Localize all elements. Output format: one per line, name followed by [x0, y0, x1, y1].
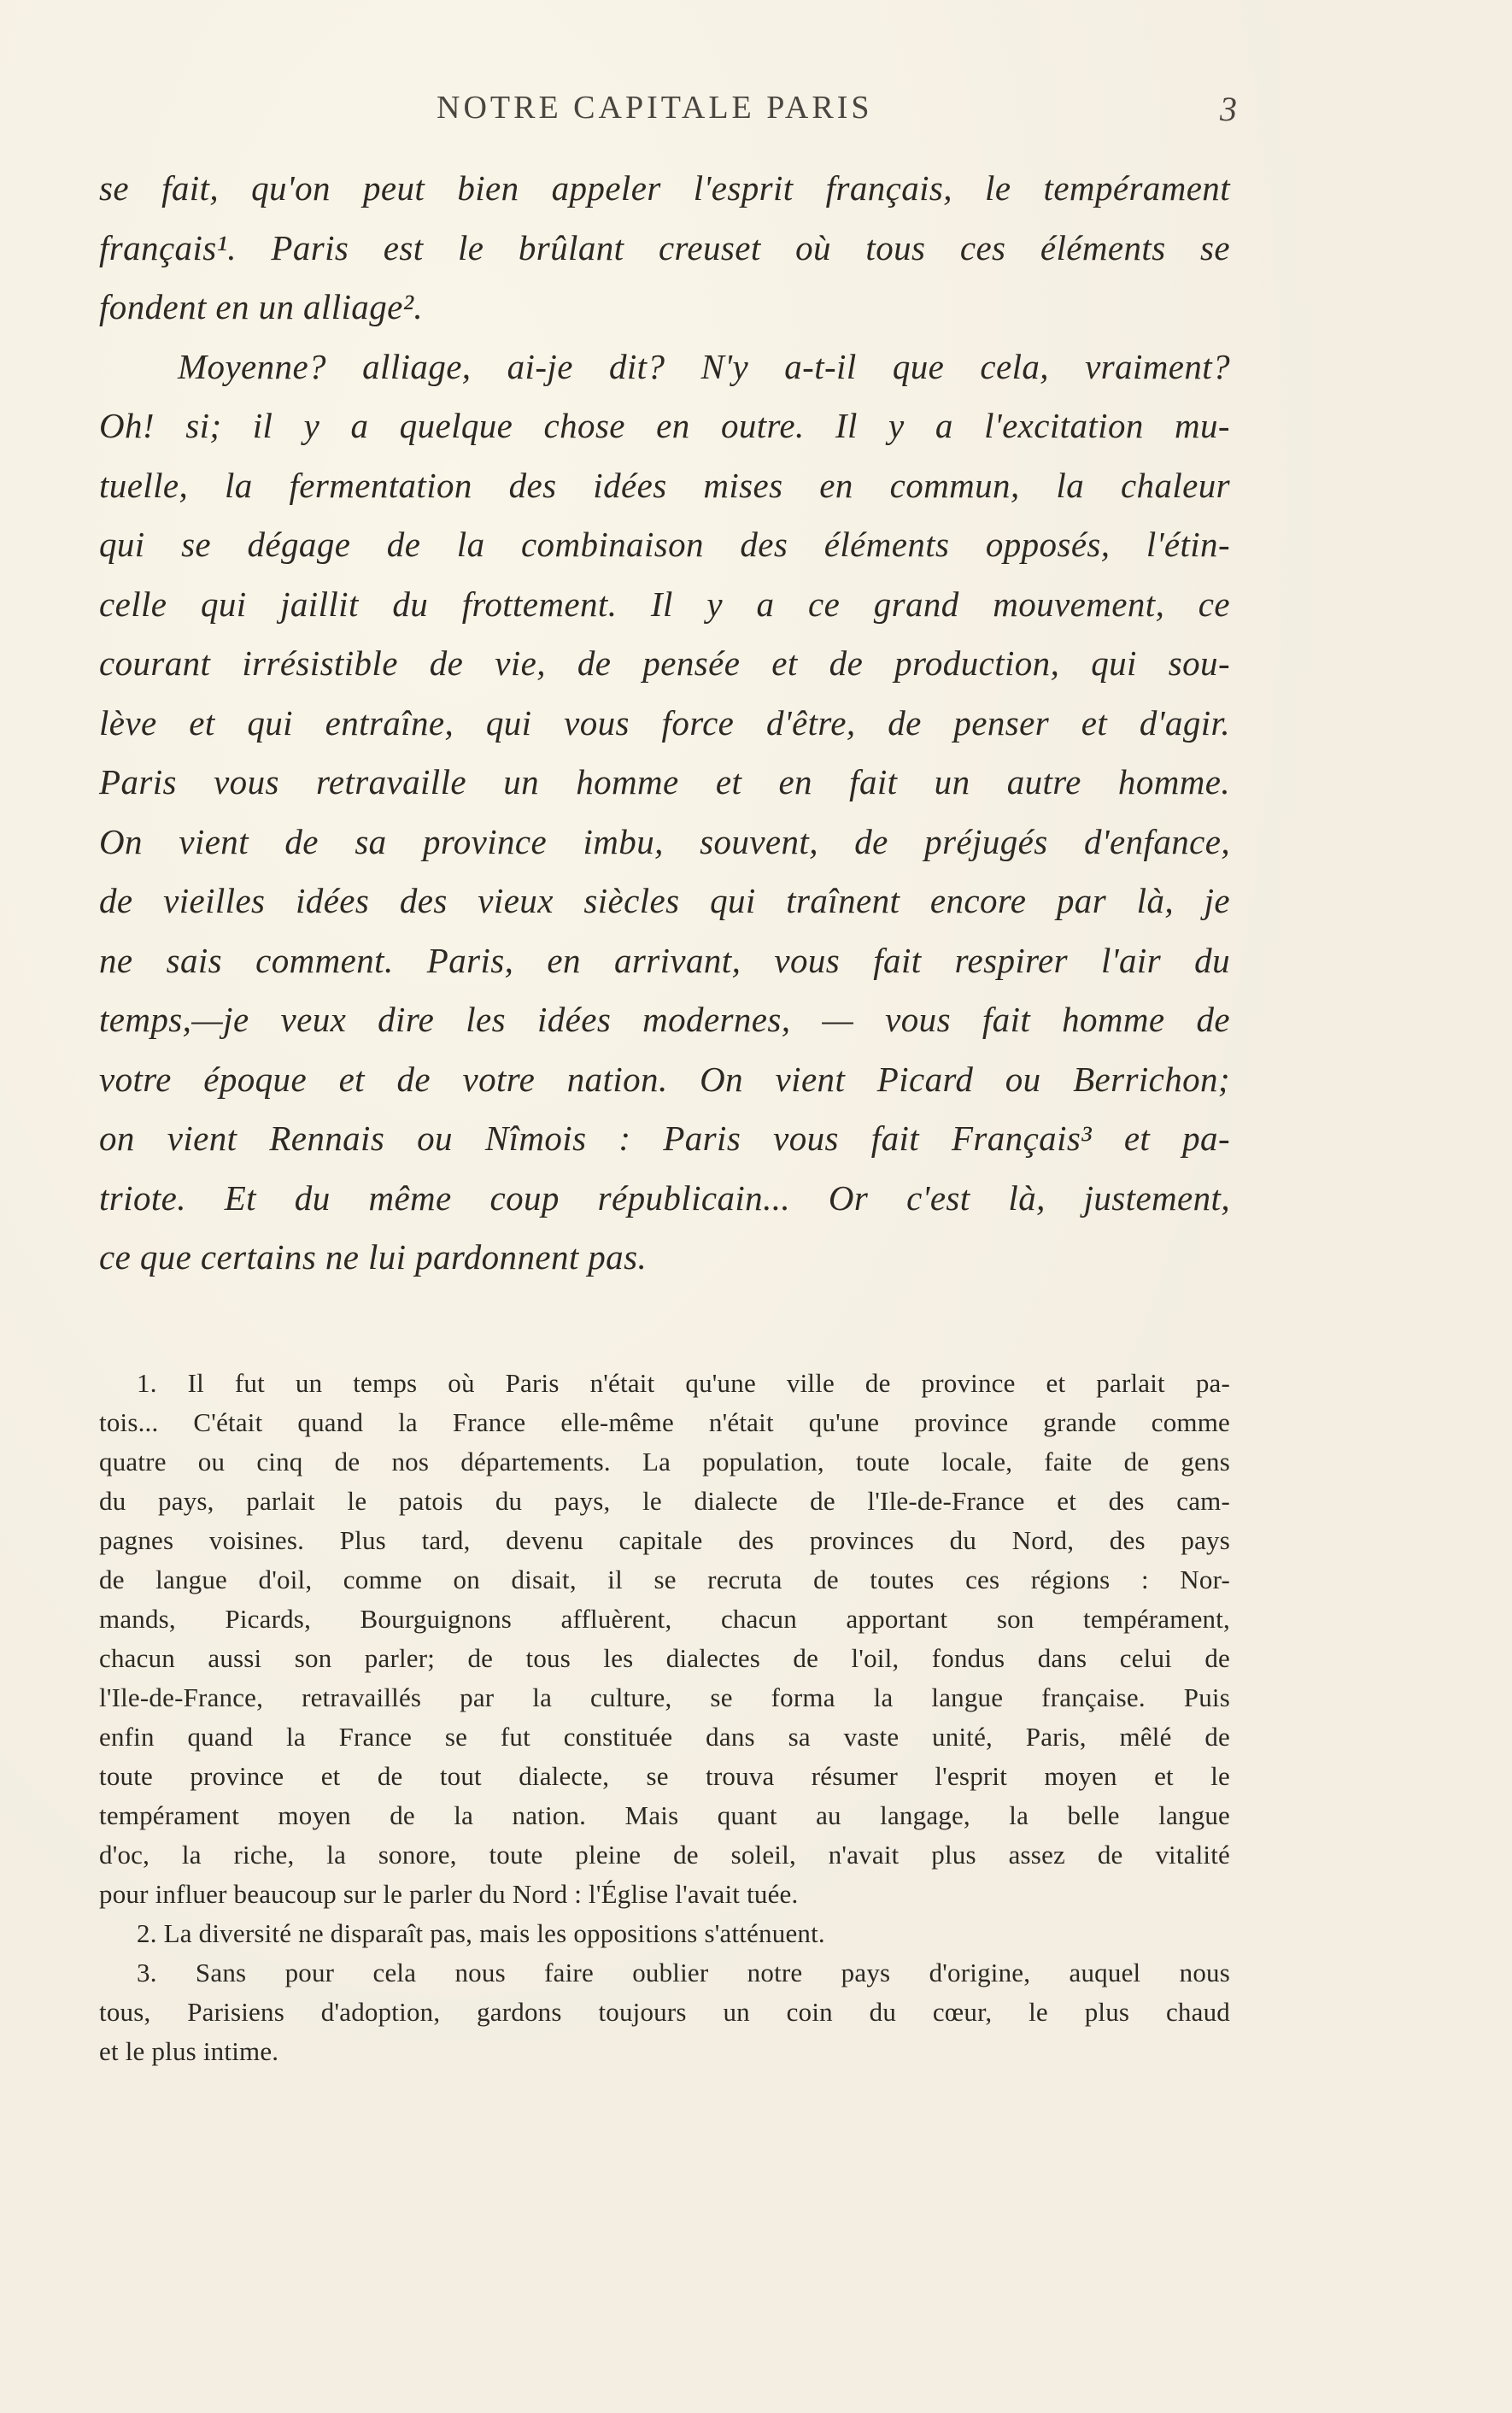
footnote-line: 1. Il fut un temps où Paris n'était qu'une ville de province et parlait pa-	[137, 1368, 1230, 1398]
text-line: triote. Et du même coup républicain... Or c'est là, justement,	[99, 1177, 1230, 1218]
footnotes	[99, 1364, 1230, 2071]
footnote-line: tempérament moyen de la nation. Mais quant au langage, la belle langue	[99, 1800, 1230, 1830]
footnote-line: tois... C'était quand la France elle-même n'était qu'une province grande comme	[99, 1407, 1230, 1437]
footnote-line: tous, Parisiens d'adoption, gardons toujours un coin du cœur, le plus chaud	[99, 1997, 1230, 2027]
text-line: lève et qui entraîne, qui vous force d'être, de penser et d'agir.	[99, 702, 1230, 743]
text-line: on vient Rennais ou Nîmois : Paris vous fait Français³ et pa-	[99, 1118, 1230, 1158]
footnote-line: pour influer beaucoup sur le parler du Nord : l'Église l'avait tuée.	[99, 1879, 799, 1909]
footnote-line: enfin quand la France se fut constituée dans sa vaste unité, Paris, mêlé de	[99, 1722, 1230, 1752]
text-line: courant irrésistible de vie, de pensée et de production, qui sou-	[99, 643, 1230, 683]
footnote-line: et le plus intime.	[99, 2036, 279, 2066]
footnote-line: du pays, parlait le patois du pays, le dialecte de l'Ile-de-France et des cam-	[99, 1486, 1230, 1516]
footnote-line: 3. Sans pour cela nous faire oublier notre pays d'origine, auquel nous	[137, 1958, 1230, 1987]
text-line: Moyenne? alliage, ai-je dit? N'y a-t-il que cela, vraiment?	[178, 346, 1230, 386]
text-line: fondent en un alliage².	[99, 287, 424, 326]
text-line: français¹. Paris est le brûlant creuset où tous ces éléments se	[99, 227, 1230, 267]
footnote-line: pagnes voisines. Plus tard, devenu capitale des provinces du Nord, des pays	[99, 1525, 1230, 1555]
text-line: de vieilles idées des vieux siècles qui traînent encore par là, je	[99, 881, 1230, 920]
footnote-line: toute province et de tout dialecte, se trouva résumer l'esprit moyen et le	[99, 1761, 1230, 1791]
text-line: ne sais comment. Paris, en arrivant, vous fait respirer l'air du	[99, 940, 1230, 980]
text-line: ce que certains ne lui pardonnent pas.	[99, 1237, 648, 1277]
running-title: NOTRE CAPITALE PARIS	[437, 90, 873, 126]
text-line: On vient de sa province imbu, souvent, de préjugés d'enfance,	[99, 821, 1230, 861]
text-line: votre époque et de votre nation. On vient Picard ou Berrichon;	[99, 1059, 1230, 1099]
footnote-line: chacun aussi son parler; de tous les dialectes de l'oil, fondus dans celui de	[99, 1643, 1230, 1673]
footnote-line: quatre ou cinq de nos départements. La population, toute locale, faite de gens	[99, 1447, 1230, 1477]
footnote-line: mands, Picards, Bourguignons affluèrent, chacun apportant son tempérament,	[99, 1604, 1230, 1634]
text-line: tuelle, la fermentation des idées mises en commun, la chaleur	[99, 465, 1230, 505]
main-text	[99, 159, 1230, 1288]
footnote-line: 2. La diversité ne disparaît pas, mais les oppositions s'atténuent.	[137, 1918, 825, 1948]
footnote-line: d'oc, la riche, la sonore, toute pleine de soleil, n'avait plus assez de vitalité	[99, 1840, 1230, 1870]
text-line: Paris vous retravaille un homme et en fait un autre homme.	[99, 762, 1230, 801]
text-line: qui se dégage de la combinaison des éléments opposés, l'étin-	[99, 525, 1230, 564]
text-line: se fait, qu'on peut bien appeler l'esprit français, le tempérament	[99, 168, 1230, 208]
text-line: Oh! si; il y a quelque chose en outre. Il y a l'excitation mu-	[99, 406, 1230, 445]
footnote-line: l'Ile-de-France, retravaillés par la culture, se forma la langue française. Puis	[99, 1682, 1230, 1712]
text-line: temps,—je veux dire les idées modernes, — vous fait homme de	[99, 1000, 1230, 1039]
running-head	[99, 89, 1237, 137]
footnote-line: de langue d'oil, comme on disait, il se recruta de toutes ces régions : Nor-	[99, 1565, 1230, 1594]
page-number: 3	[1220, 90, 1237, 128]
text-line: celle qui jaillit du frottement. Il y a ce grand mouvement, ce	[99, 584, 1230, 624]
